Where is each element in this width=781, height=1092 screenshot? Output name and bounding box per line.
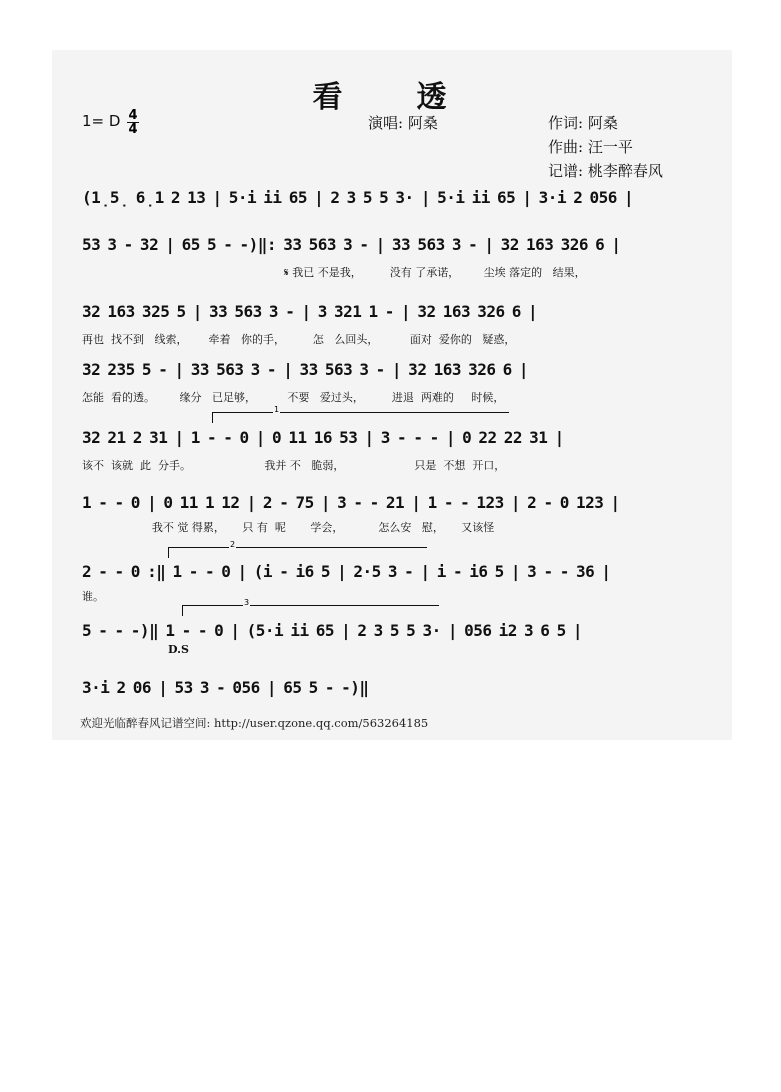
- transcriber-credit: 记谱: 桃李醉春风: [548, 162, 663, 180]
- singer-credit: 演唱: 阿桑: [368, 114, 438, 132]
- score-line-9: 3·i 2 06 | 53 3 - 056 | 65 5 - -)‖: [82, 678, 369, 697]
- score-line-7: 2 - - 0 :‖ 1 - - 0 | (i - i6 5 | 2·5 3 - | i - i6 5 | 3 - - 36 |: [82, 562, 611, 581]
- volta-bracket-2: 2: [168, 547, 427, 558]
- score-line-6: 1 - - 0 | 0 11 1 12 | 2 - 75 | 3 - - 21 | 1 - - 123 | 2 - 0 123 |: [82, 493, 620, 512]
- lyrics-line-2: 𝄋 我已 不是我， 没有 了承诺， 尘埃 落定的 结果，: [284, 266, 586, 279]
- composer-credit: 作曲: 汪一平: [548, 138, 633, 156]
- score-line-5: 32 21 2 31 | 1 - - 0 | 0 11 16 53 | 3 - - - | 0 22 22 31 |: [82, 428, 564, 447]
- score-line-8: 5 - - -)‖ 1 - - 0 | (5·i ii 65 | 2 3 5 5 3· | 056 i2 3 6 5 |: [82, 621, 582, 640]
- lyrics-line-7: 谁。: [82, 590, 104, 603]
- time-signature: $\frac{4}{4}$: [128, 108, 138, 137]
- da-segno-mark: D.S: [168, 643, 189, 656]
- score-line-1: (1̣5̣ 6̣1 2 13 | 5·i ii 65 | 2 3 5 5 3· | 5·i ii 65 | 3·i 2 056 |: [82, 188, 634, 207]
- song-title: 看 透: [312, 80, 469, 115]
- footer-note: 欢迎光临醉春风记谱空间: http://user.qzone.qq.com/563264185: [80, 716, 429, 730]
- lyrics-line-4: 怎能 看的透。 缘分 已足够， 不要 爱过头， 进退 两难的 时候，: [82, 391, 505, 404]
- lyrics-line-3: 再也 找不到 线索， 牵着 你的手， 怎 么回头， 面对 爱你的 疑惑，: [82, 333, 516, 346]
- lyrics-line-6: 我不 觉 得累， 只 有 呢 学会， 怎么安 慰， 又该怪: [82, 521, 495, 534]
- score-line-3: 32 163 325 5 | 33 563 3 - | 3 321 1 - | 32 163 326 6 |: [82, 302, 538, 321]
- volta-bracket-3: 3: [182, 605, 439, 616]
- lyrics-line-5: 该不 该就 此 分手。 我并 不 脆弱， 只是 不想 开口，: [82, 459, 506, 472]
- key-signature: 1= D: [82, 112, 121, 130]
- score-line-4: 32 235 5 - | 33 563 3 - | 33 563 3 - | 32 163 326 6 |: [82, 360, 529, 379]
- volta-bracket-1: 1: [212, 412, 509, 423]
- score-line-2: 53 3 - 32 | 65 5 - -)‖: 33 563 3 - | 33 563 3 - | 32 163 326 6 |: [82, 235, 621, 254]
- lyricist-credit: 作词: 阿桑: [548, 114, 618, 132]
